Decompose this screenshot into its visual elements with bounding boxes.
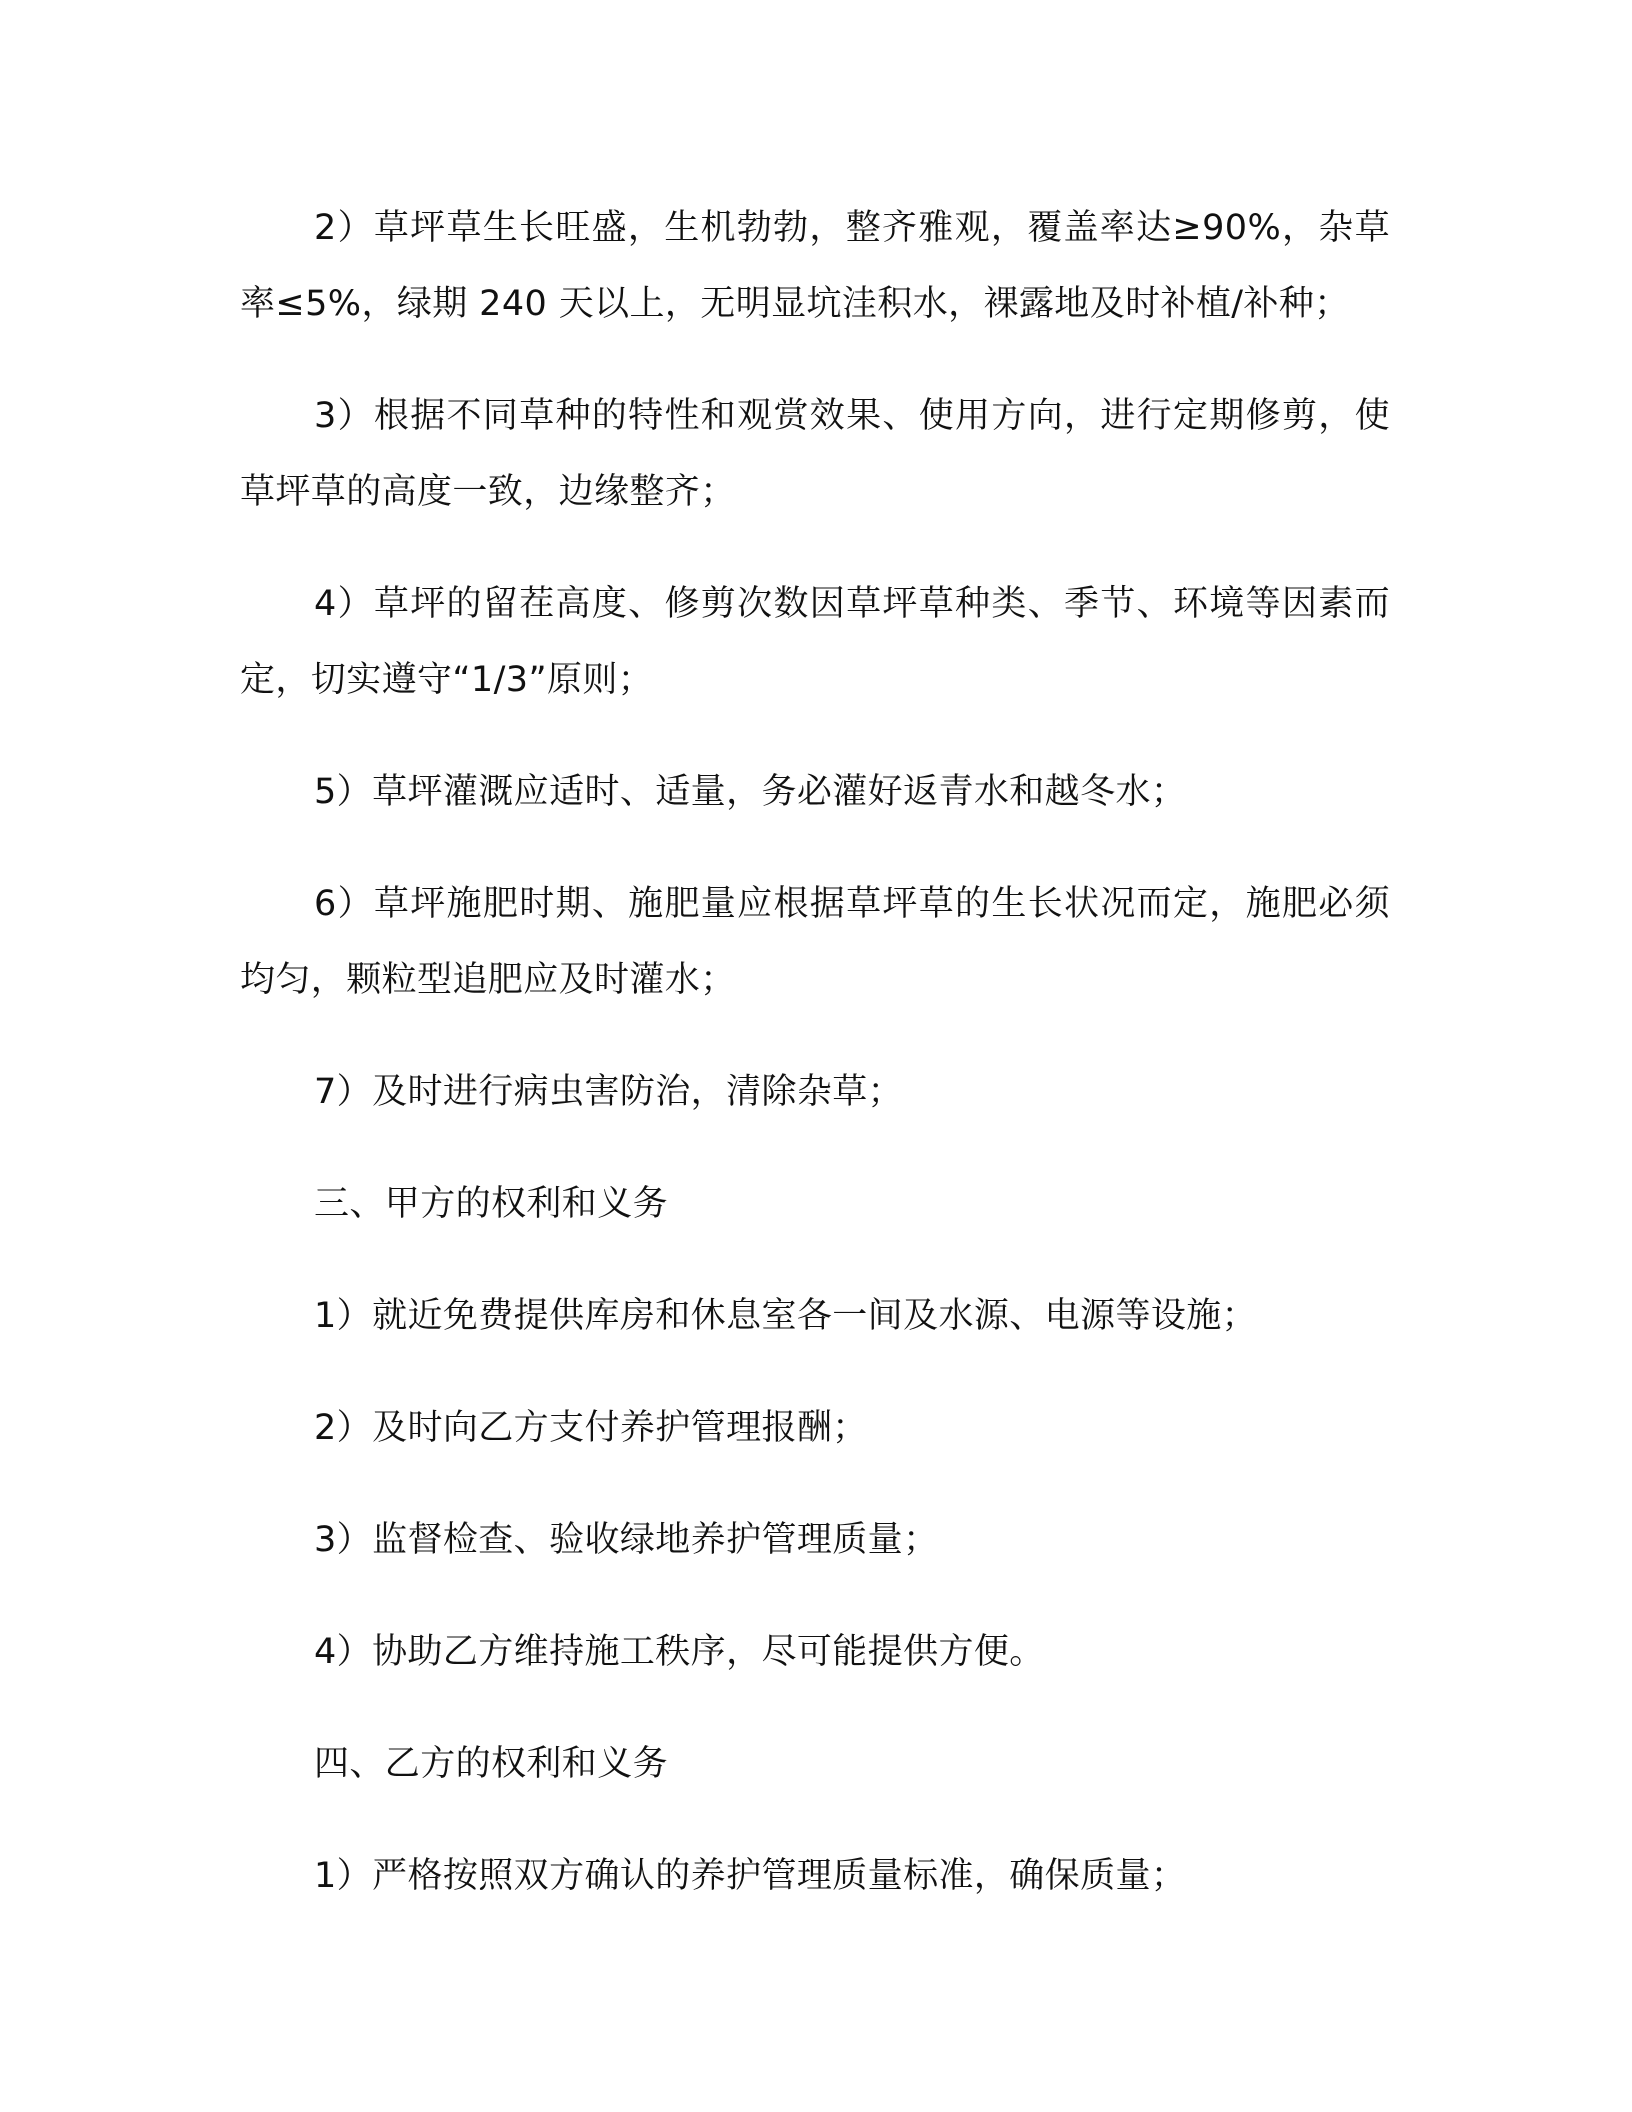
section-heading-party-b: 四、乙方的权利和义务 bbox=[314, 1744, 669, 1784]
paragraph-party-a-assistance: 4）协助乙方维持施工秩序，尽可能提供方便。 bbox=[314, 1632, 1045, 1672]
paragraph-party-a-facilities: 1）就近免费提供库房和休息室各一间及水源、电源等设施； bbox=[314, 1296, 1258, 1336]
paragraph-stubble-height: 4）草坪的留茬高度、修剪次数因草坪草种类、季节、环境等因素而定，切实遵守“1/3”原则； bbox=[240, 584, 1390, 700]
paragraph-fertilization: 6）草坪施肥时期、施肥量应根据草坪草的生长状况而定，施肥必须均匀，颗粒型追肥应及时灌水； bbox=[240, 884, 1390, 1000]
paragraph-lawn-quality: 2）草坪草生长旺盛，生机勃勃，整齐雅观，覆盖率达≥90%，杂草率≤5%，绿期 240 天以上，无明显坑洼积水，裸露地及时补植/补种； bbox=[240, 208, 1390, 324]
paragraph-party-a-payment: 2）及时向乙方支付养护管理报酬； bbox=[314, 1408, 868, 1448]
paragraph-irrigation: 5）草坪灌溉应适时、适量，务必灌好返青水和越冬水； bbox=[314, 772, 1187, 812]
paragraph-pest-control: 7）及时进行病虫害防治，清除杂草； bbox=[314, 1072, 904, 1112]
paragraph-mowing: 3）根据不同草种的特性和观赏效果、使用方向，进行定期修剪，使草坪草的高度一致，边缘整齐； bbox=[240, 396, 1390, 512]
paragraph-party-b-quality: 1）严格按照双方确认的养护管理质量标准，确保质量； bbox=[314, 1856, 1187, 1896]
paragraph-party-a-inspection: 3）监督检查、验收绿地养护管理质量； bbox=[314, 1520, 939, 1560]
section-heading-party-a: 三、甲方的权利和义务 bbox=[314, 1184, 669, 1224]
document-body bbox=[240, 190, 1390, 1950]
